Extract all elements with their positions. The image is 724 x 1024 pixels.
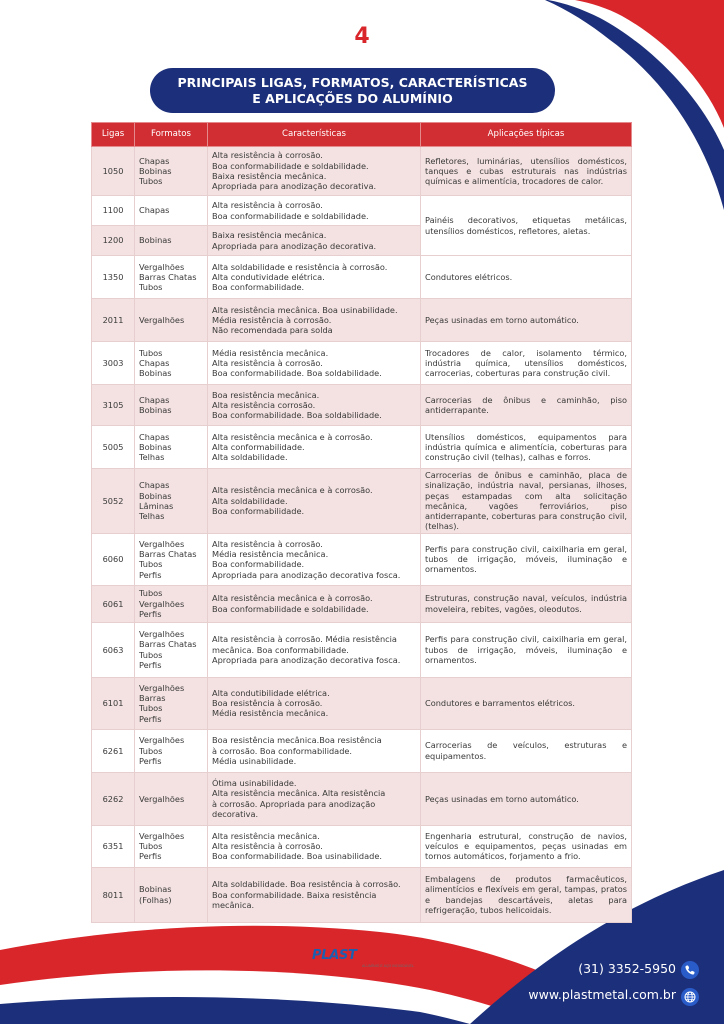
cell-liga: 6262: [92, 772, 135, 825]
cell-formatos: Vergalhões Barras Chatas Tubos: [135, 256, 208, 299]
cell-aplicacoes: Peças usinadas em torno automático.: [421, 299, 632, 342]
cell-liga: 6060: [92, 533, 135, 585]
cell-liga: 3003: [92, 342, 135, 385]
cell-aplicacoes: Carrocerias de veículos, estruturas e equipamentos.: [421, 729, 632, 772]
table-row: [92, 677, 632, 729]
cell-aplicacoes: Utensílios domésticos, equipamentos para indústria química e alimentícia, coberturas para construção civil (telhas), calhas e forros.: [421, 426, 632, 469]
page-number: 4: [354, 24, 370, 49]
cell-aplicacoes: Carrocerias de ônibus e caminhão, placa de sinalização, indústria naval, persianas, ilhoses, peças estampadas com alta solicitação mecânica, vagões ferroviários, piso antiderrapante, coberturas para construção civil, (telhas).: [421, 469, 632, 534]
cell-caracteristicas: Ótima usinabilidade. Alta resistência mecânica. Alta resistência à corrosão. Apropriada para anodização decorativa.: [208, 772, 421, 825]
contact-phone: (31) 3352-5950: [578, 961, 676, 976]
cell-liga: 2011: [92, 299, 135, 342]
cell-liga: 6061: [92, 585, 135, 622]
header-formatos: Formatos: [135, 123, 208, 147]
cell-aplicacoes: Condutores elétricos.: [421, 256, 632, 299]
cell-formatos: Vergalhões Tubos Perfis: [135, 825, 208, 867]
page-title-line-1: PRINCIPAIS LIGAS, FORMATOS, CARACTERÍSTICAS: [177, 75, 528, 90]
phone-icon: [681, 961, 699, 979]
cell-aplicacoes: Trocadores de calor, isolamento térmico, indústria química, utensílios domésticos, carrocerias, coberturas para construção civil.: [421, 342, 632, 385]
table-header-row: [92, 123, 632, 147]
cell-formatos: Vergalhões Tubos Perfis: [135, 729, 208, 772]
cell-caracteristicas: Alta resistência à corrosão. Boa conformabilidade e soldabilidade.: [208, 196, 421, 226]
header-ligas: Ligas: [92, 123, 135, 147]
cell-aplicacoes: Estruturas, construção naval, veículos, indústria moveleira, rebites, vagões, oleodutos.: [421, 585, 632, 622]
table-row: [92, 825, 632, 867]
cell-formatos: Chapas Bobinas Tubos: [135, 147, 208, 196]
cell-caracteristicas: Baixa resistência mecânica. Apropriada para anodização decorativa.: [208, 226, 421, 256]
cell-formatos: Vergalhões Barras Chatas Tubos Perfis: [135, 533, 208, 585]
cell-liga: 1100: [92, 196, 135, 226]
cell-aplicacoes: Peças usinadas em torno automático.: [421, 772, 632, 825]
cell-liga: 1200: [92, 226, 135, 256]
table-row: [92, 585, 632, 622]
cell-caracteristicas: Alta condutibilidade elétrica. Boa resistência à corrosão. Média resistência mecânica.: [208, 677, 421, 729]
cell-caracteristicas: Alta resistência à corrosão. Boa conformabilidade e soldabilidade. Baixa resistência mecânica. Apropriada para anodização decorativa.: [208, 147, 421, 196]
header-aplicacoes: Aplicações típicas: [421, 123, 632, 147]
cell-formatos: Chapas Bobinas Telhas: [135, 426, 208, 469]
cell-liga: 5052: [92, 469, 135, 534]
cell-caracteristicas: Alta resistência mecânica e à corrosão. Alta conformabilidade. Alta soldabilidade.: [208, 426, 421, 469]
cell-caracteristicas: Alta resistência à corrosão. Média resistência mecânica. Boa conformabilidade. Apropriada para anodização decorativa fosca.: [208, 533, 421, 585]
cell-aplicacoes: Perfis para construção civil, caixilharia em geral, tubos de irrigação, móveis, iluminação e ornamentos.: [421, 533, 632, 585]
cell-formatos: Vergalhões: [135, 299, 208, 342]
alloys-table: [91, 122, 632, 923]
cell-aplicacoes: Perfis para construção civil, caixilharia em geral, tubos de irrigação, móveis, iluminação e ornamentos.: [421, 622, 632, 677]
table-row: [92, 196, 632, 226]
cell-caracteristicas: Alta resistência à corrosão. Média resistência mecânica. Boa conformabilidade. Apropriada para anodização decorativa fosca.: [208, 622, 421, 677]
logo-tagline: ALUMÍNIO E AÇO INOXIDÁVEL: [362, 964, 414, 968]
header-caracteristicas: Características: [208, 123, 421, 147]
cell-formatos: Chapas Bobinas Lâminas Telhas: [135, 469, 208, 534]
cell-caracteristicas: Boa resistência mecânica. Alta resistência corrosão. Boa conformabilidade. Boa soldabilidade.: [208, 385, 421, 426]
cell-formatos: Chapas: [135, 196, 208, 226]
table-row: [92, 342, 632, 385]
cell-liga: 1350: [92, 256, 135, 299]
table-row: [92, 533, 632, 585]
cell-caracteristicas: Média resistência mecânica. Alta resistência à corrosão. Boa conformabilidade. Boa soldabilidade.: [208, 342, 421, 385]
cell-formatos: Vergalhões Barras Tubos Perfis: [135, 677, 208, 729]
cell-aplicacoes: Refletores, luminárias, utensílios domésticos, tanques e cubas estruturais nas indústrias químicas e alimentícia, trocadores de calor.: [421, 147, 632, 196]
table-row: [92, 299, 632, 342]
cell-aplicacoes: Carrocerias de ônibus e caminhão, piso antiderrapante.: [421, 385, 632, 426]
cell-aplicacoes: Embalagens de produtos farmacêuticos, alimentícios e flexíveis em geral, tampas, pratos e bandejas descartáveis, aletas para refrigeração, tubos helicoidais.: [421, 867, 632, 922]
contact-website[interactable]: www.plastmetal.com.br: [528, 987, 676, 1002]
globe-icon: [681, 988, 699, 1006]
cell-caracteristicas: Alta soldabilidade e resistência à corrosão. Alta condutividade elétrica. Boa conformabilidade.: [208, 256, 421, 299]
cell-liga: 6351: [92, 825, 135, 867]
cell-caracteristicas: Alta soldabilidade. Boa resistência à corrosão. Boa conformabilidade. Baixa resistência mecânica.: [208, 867, 421, 922]
cell-liga: 6101: [92, 677, 135, 729]
plastmetal-logo: [312, 948, 412, 970]
table-row: [92, 867, 632, 922]
table-row: [92, 772, 632, 825]
cell-caracteristicas: Alta resistência mecânica e à corrosão. Boa conformabilidade e soldabilidade.: [208, 585, 421, 622]
cell-formatos: Bobinas: [135, 226, 208, 256]
cell-formatos: Tubos Vergalhões Perfis: [135, 585, 208, 622]
cell-formatos: Chapas Bobinas: [135, 385, 208, 426]
cell-liga: 3105: [92, 385, 135, 426]
cell-aplicacoes: Painéis decorativos, etiquetas metálicas, utensílios domésticos, refletores, aletas.: [421, 196, 632, 256]
cell-formatos: Tubos Chapas Bobinas: [135, 342, 208, 385]
table-row: [92, 147, 632, 196]
page-title: [150, 68, 555, 113]
cell-caracteristicas: Alta resistência mecânica e à corrosão. Alta soldabilidade. Boa conformabilidade.: [208, 469, 421, 534]
table-row: [92, 729, 632, 772]
table-row: [92, 469, 632, 534]
cell-liga: 6063: [92, 622, 135, 677]
cell-liga: 1050: [92, 147, 135, 196]
cell-aplicacoes: Engenharia estrutural, construção de navios, veículos e equipamentos, peças usinadas em tornos automáticos, forjamento a frio.: [421, 825, 632, 867]
logo-wordmark-metal: METAL: [362, 948, 409, 963]
page-title-line-2: E APLICAÇÕES DO ALUMÍNIO: [252, 91, 453, 106]
cell-formatos: Vergalhões Barras Chatas Tubos Perfis: [135, 622, 208, 677]
table-row: [92, 385, 632, 426]
table-row: [92, 256, 632, 299]
cell-liga: 6261: [92, 729, 135, 772]
cell-liga: 5005: [92, 426, 135, 469]
logo-wordmark-plast: PLAST: [312, 948, 357, 963]
cell-caracteristicas: Alta resistência mecânica. Alta resistência à corrosão. Boa conformabilidade. Boa usinabilidade.: [208, 825, 421, 867]
cell-aplicacoes: Condutores e barramentos elétricos.: [421, 677, 632, 729]
cell-formatos: Vergalhões: [135, 772, 208, 825]
cell-formatos: Bobinas (Folhas): [135, 867, 208, 922]
table-row: [92, 426, 632, 469]
cell-caracteristicas: Boa resistência mecânica.Boa resistência à corrosão. Boa conformabilidade. Média usinabilidade.: [208, 729, 421, 772]
cell-caracteristicas: Alta resistência mecânica. Boa usinabilidade. Média resistência à corrosão. Não recomendada para solda: [208, 299, 421, 342]
table-row: [92, 622, 632, 677]
cell-liga: 8011: [92, 867, 135, 922]
